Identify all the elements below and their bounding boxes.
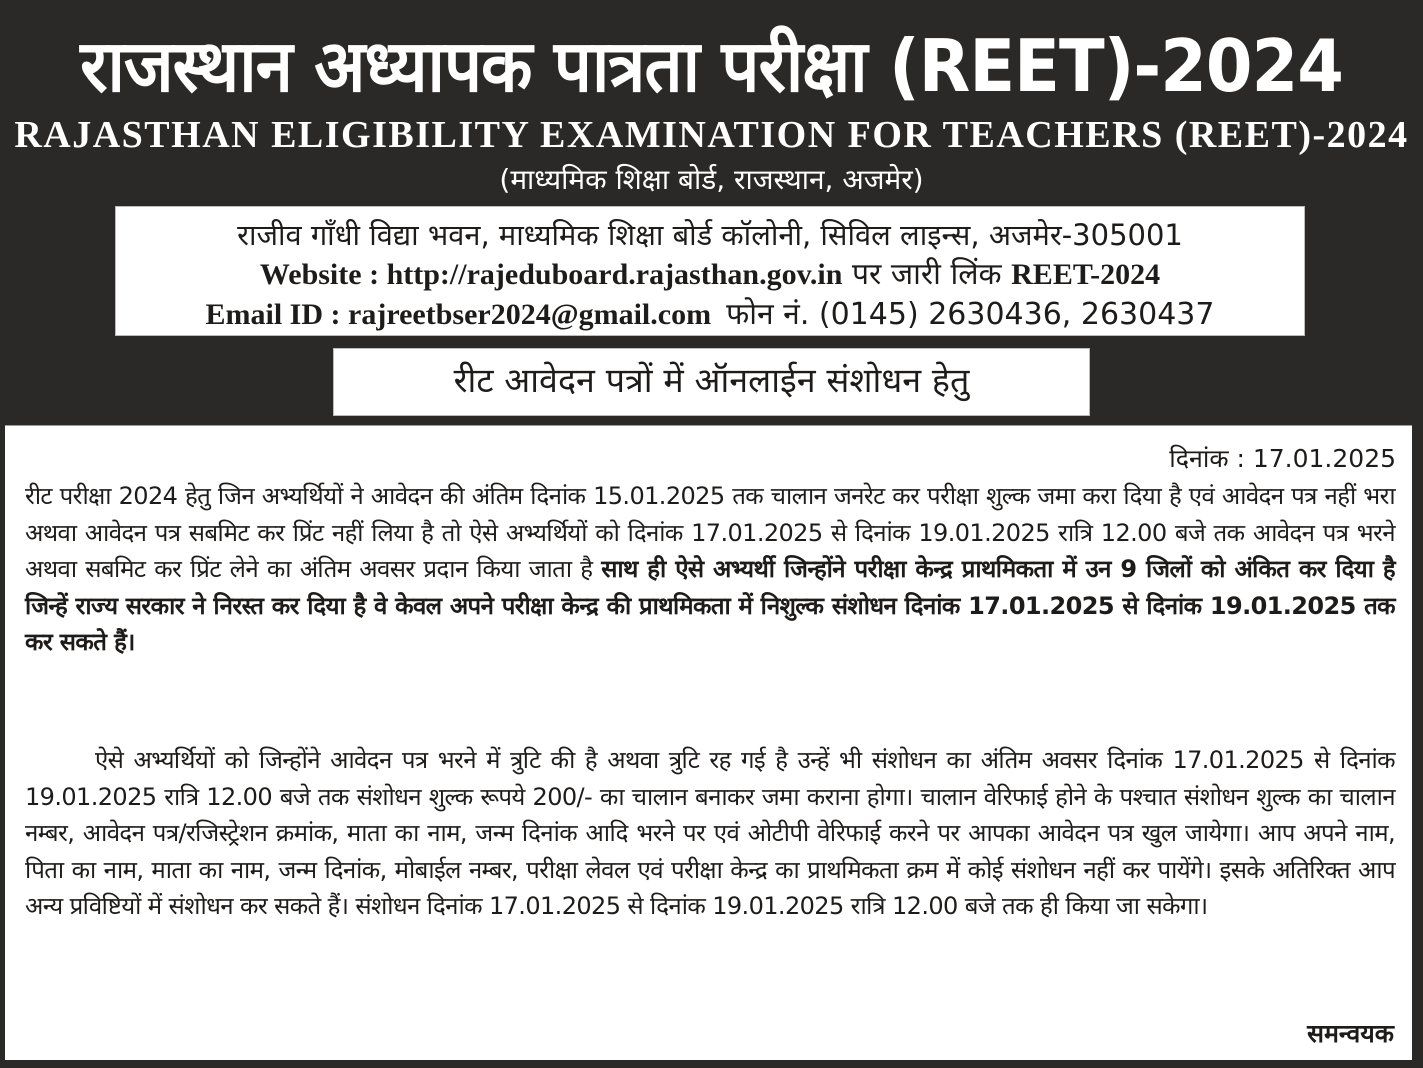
paragraph-1-text: रीट परीक्षा 2024 हेतु जिन अभ्यर्थियों ने आवेदन की अंतिम दिनांक 15.01.2025 तक चालान जनरेट कर परीक्षा शुल्क जमा करा दिया है एवं आवेदन पत्र नहीं भरा अथवा आवेदन पत्र सबमिट कर प्रिंट नहीं लिया है तो ऐसे अभ्यर्थियों को दिनांक 17.01.2025 से दिनांक 19.01.2025 रात्रि 12.00 बजे तक आवेदन पत्र भरने अथवा सबमिट कर प्रिंट लेने का अंतिम अवसर प्रदान किया जाता है bbox=[25, 482, 1395, 584]
main-title-hindi: राजस्थान अध्यापक पात्रता परीक्षा (REET)-2024 bbox=[80, 24, 1343, 108]
website-line bbox=[116, 255, 1304, 295]
date-value: 17.01.2025 bbox=[1252, 444, 1396, 473]
notice-title: रीट आवेदन पत्रों में ऑनलाईन संशोधन हेतु bbox=[333, 348, 1090, 416]
notice-date bbox=[1169, 440, 1396, 478]
website-link[interactable]: http://rajeduboard.rajasthan.gov.in bbox=[386, 258, 843, 291]
phone-label: फोन नं. bbox=[726, 297, 810, 332]
contact-line bbox=[116, 295, 1304, 335]
date-label: दिनांक : bbox=[1169, 444, 1253, 473]
website-label: Website : bbox=[259, 258, 387, 291]
paragraph-2: ऐसे अभ्यर्थियों को जिन्होंने आवेदन पत्र भरने में त्रुटि की है अथवा त्रुटि रह गई है उन्हें भी संशोधन का अंतिम अवसर दिनांक 17.01.2025 से दिनांक 19.01.2025 रात्रि 12.00 बजे तक संशोधन शुल्क रूपये 200/- का चालान बनाकर जमा कराना होगा। चालान वेरिफाई होने के पश्चात संशोधन शुल्क का चालान नम्बर, आवेदन पत्र/रजिस्ट्रेशन क्रमांक, माता का नाम, जन्म दिनांक आदि भरने पर एवं ओटीपी वेरिफाई करने पर आपका आवेदन पत्र खुल जायेगा। आप अपने नाम, पिता का नाम, माता का नाम, जन्म दिनांक, मोबाईल नम्बर, परीक्षा लेवल एवं परीक्षा केन्द्र का प्राथमिकता क्रम में कोई संशोधन नहीं कर पायेंगे। इसके अतिरिक्त आप अन्य प्रविष्टियों में संशोधन कर सकते हैं। संशोधन दिनांक 17.01.2025 से दिनांक 19.01.2025 रात्रि 12.00 बजे तक ही किया जा सकेगा। bbox=[25, 746, 1395, 921]
office-address: राजीव गाँधी विद्या भवन, माध्यमिक शिक्षा बोर्ड कॉलोनी, सिविल लाइन्स, अजमेर-305001 bbox=[237, 218, 1183, 252]
notice-header bbox=[0, 0, 1423, 425]
paragraph-1 bbox=[25, 478, 1395, 661]
address-box bbox=[115, 206, 1305, 336]
paragraph-1-bold-text: साथ ही ऐसे अभ्यर्थी जिन्होंने परीक्षा केन्द्र प्राथमिकता में उन 9 जिलों को अंकित कर दिया है जिन्हें राज्य सरकार ने निरस्त कर दिया है वे केवल अपने परीक्षा केन्द्र की प्राथमिकता में निशुल्क संशोधन दिनांक 17.01.2025 से दिनांक 19.01.2025 तक कर सकते हैं। bbox=[25, 555, 1395, 657]
main-title-english: RAJASTHAN ELIGIBILITY EXAMINATION FOR TEACHERS (REET)-2024 bbox=[14, 114, 1409, 156]
board-name: (माध्यमिक शिक्षा बोर्ड, राजस्थान, अजमेर) bbox=[499, 163, 924, 196]
phone-numbers: (0145) 2630436, 2630437 bbox=[809, 297, 1215, 332]
signature-coordinator: समन्वयक bbox=[1307, 1019, 1394, 1048]
email-link[interactable]: rajreetbser2024@gmail.com bbox=[348, 298, 712, 331]
email-label: Email ID : bbox=[205, 298, 349, 331]
website-suffix-text: पर जारी लिंक bbox=[842, 257, 1012, 292]
reet-link-label: REET-2024 bbox=[1011, 258, 1161, 291]
notice-body bbox=[5, 425, 1412, 1060]
